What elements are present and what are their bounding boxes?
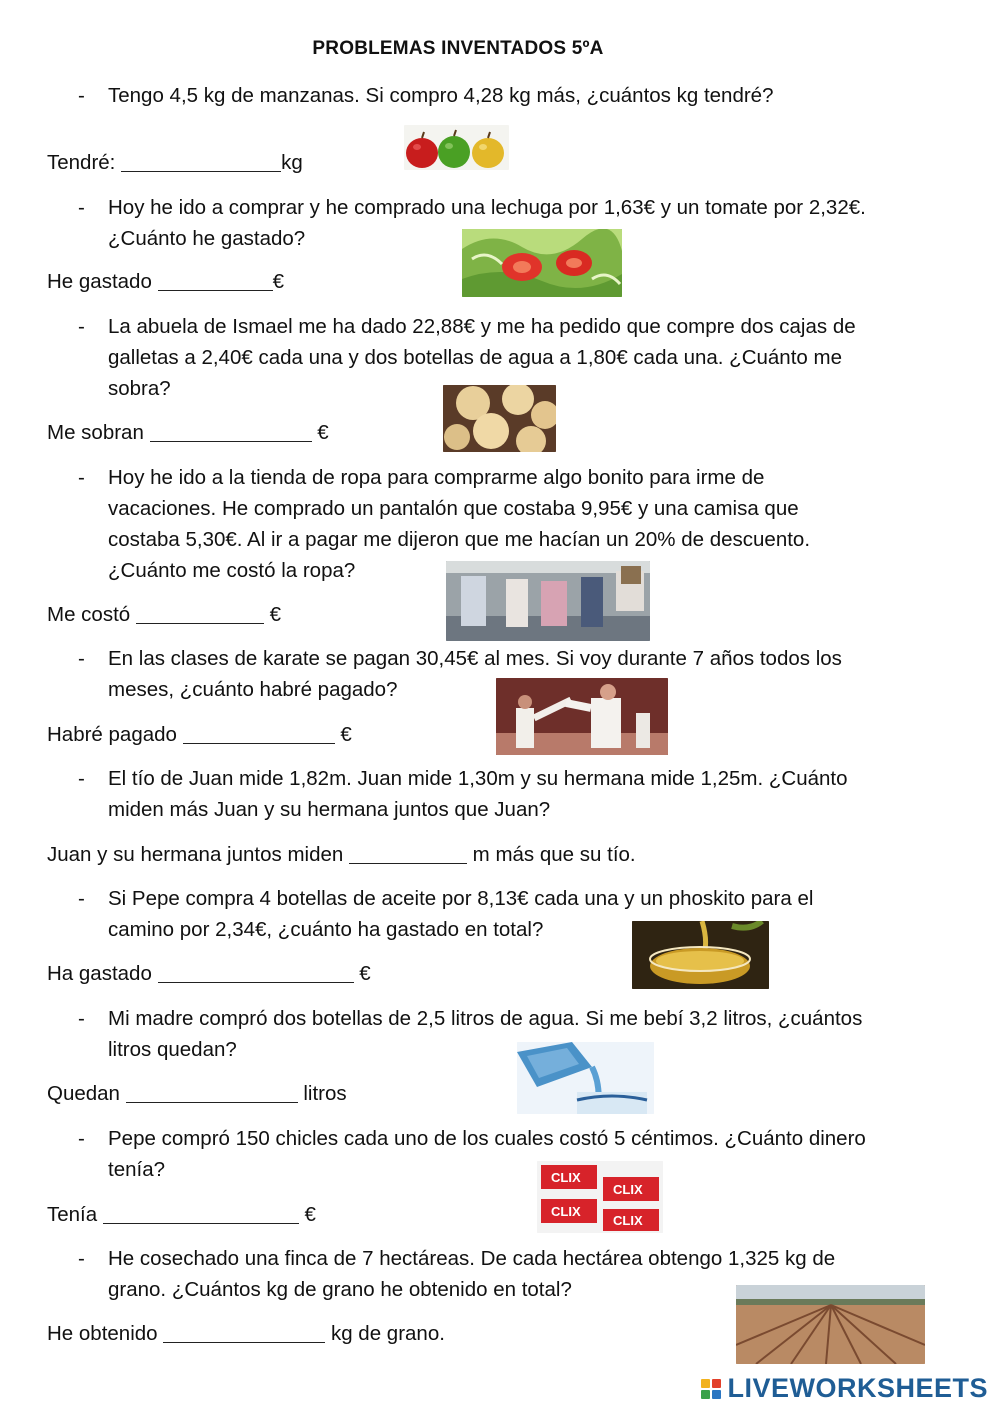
answer-input-3[interactable] [150,421,312,442]
water-bottle-icon [517,1042,654,1114]
salad-icon [462,229,622,297]
problem-8-answer-line: Quedan litros [47,1082,347,1105]
problem-2-answer-line: He gastado € [47,270,284,293]
answer-input-1[interactable] [121,151,281,172]
gum-packs-icon [537,1161,663,1233]
field-icon [736,1285,925,1364]
problem-8-question: - Mi madre compró dos botellas de 2,5 litros de agua. Si me bebí 3,2 litros, ¿cuántos litros quedan? [78,1007,863,1061]
problem-2-question: - Hoy he ido a comprar y he comprado una lechuga por 1,63€ y un tomate por 2,32€. ¿Cuánto he gastado? [78,196,866,250]
problem-3-question: - La abuela de Ismael me ha dado 22,88€ y me ha pedido que compre dos cajas de galletas a 2,40€ cada una y dos botellas de agua a 1,80€ cada una. ¿Cuánto me sobra? [78,315,856,400]
karate-icon [496,678,668,755]
problem-7-answer-line: Ha gastado € [47,962,371,985]
liveworksheets-logo[interactable] [701,1373,988,1404]
problem-1-question: - Tengo 4,5 kg de manzanas. Si compro 4,28 kg más, ¿cuántos kg tendré? [78,84,774,107]
answer-input-9[interactable] [103,1203,299,1224]
problem-6-answer-line: Juan y su hermana juntos miden m más que su tío. [47,843,636,866]
problem-4-question: - Hoy he ido a la tienda de ropa para comprarme algo bonito para irme de vacaciones. He comprado un pantalón que costaba 9,95€ y una camisa que costaba 5,30€. Al ir a pagar me dijeron que me hacían un 20% de descuento. ¿Cuánto me costó la ropa? [78,466,811,582]
problem-9-question: - Pepe compró 150 chicles cada uno de los cuales costó 5 céntimos. ¿Cuánto dinero tenía? [78,1127,866,1181]
answer-input-5[interactable] [183,723,335,744]
crackers-icon [443,385,556,452]
page-title: PROBLEMAS INVENTADOS 5ºA [312,38,604,59]
problem-1-answer-line: Tendré: kg [47,151,303,174]
problem-5-question: - En las clases de karate se pagan 30,45€ al mes. Si voy durante 7 años todos los meses, ¿cuánto habré pagado? [78,647,842,701]
problem-5-answer-line: Habré pagado € [47,723,352,746]
apples-icon [404,125,509,170]
answer-input-8[interactable] [126,1082,298,1103]
answer-input-10[interactable] [163,1322,325,1343]
answer-input-2[interactable] [158,270,273,291]
answer-input-7[interactable] [158,962,354,983]
problem-4-answer-line: Me costó € [47,603,281,626]
answer-input-4[interactable] [136,603,264,624]
svg-text:CLIX: CLIX [551,1204,581,1219]
liveworksheets-logo-icon [701,1379,721,1399]
problem-9-answer-line: Tenía € [47,1203,316,1226]
olive-oil-icon [632,921,769,989]
problem-6-question: - El tío de Juan mide 1,82m. Juan mide 1,30m y su hermana mide 1,25m. ¿Cuánto miden más Juan y su hermana juntos que Juan? [78,767,848,821]
problem-10-question: - He cosechado una finca de 7 hectáreas. De cada hectárea obtengo 1,325 kg de grano. ¿Cuántos kg de grano he obtenido en total? [78,1247,836,1301]
answer-input-6[interactable] [349,843,467,864]
problem-7-question: - Si Pepe compra 4 botellas de aceite por 8,13€ cada una y un phoskito para el camino por 2,34€, ¿cuánto ha gastado en total? [78,887,814,941]
svg-text:CLIX: CLIX [613,1213,643,1228]
svg-text:CLIX: CLIX [551,1170,581,1185]
liveworksheets-brand-text: LIVEWORKSHEETS [727,1373,988,1403]
problem-10-answer-line: He obtenido kg de grano. [47,1322,445,1345]
problem-3-answer-line: Me sobran € [47,421,329,444]
clothing-store-icon [446,561,650,641]
svg-text:CLIX: CLIX [613,1182,643,1197]
